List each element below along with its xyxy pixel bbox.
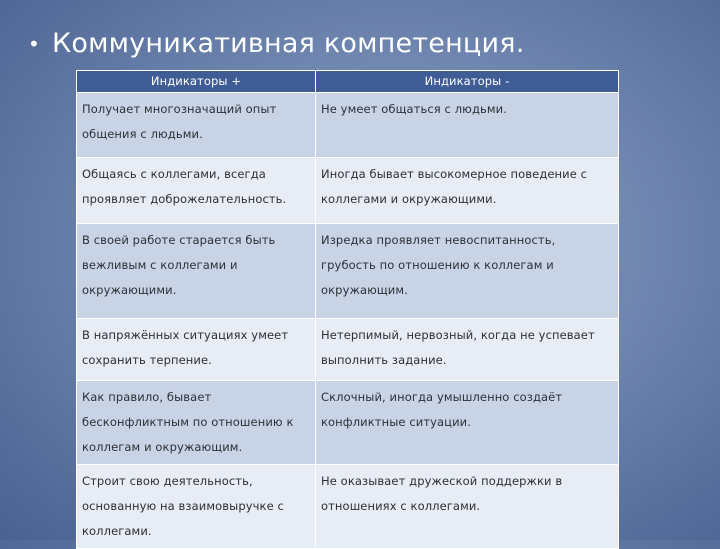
header-positive: Индикаторы + bbox=[77, 71, 316, 93]
title-text: Коммуникативная компетенция. bbox=[52, 28, 525, 59]
positive-cell: В своей работе старается быть вежливым с коллегами и окружающими. bbox=[77, 224, 316, 319]
slide-title bbox=[28, 28, 524, 59]
negative-cell: Нетерпимый, нервозный, когда не успевает выполнить задание. bbox=[316, 319, 619, 381]
negative-cell: Не умеет общаться с людьми. bbox=[316, 93, 619, 158]
indicators-table bbox=[76, 70, 619, 549]
header-negative: Индикаторы - bbox=[316, 71, 619, 93]
table-row bbox=[77, 158, 619, 224]
positive-cell: Как правило, бывает бесконфликтным по отношению к коллегам и окружающим. bbox=[77, 381, 316, 465]
header-row bbox=[77, 71, 619, 93]
positive-cell: В напряжённых ситуациях умеет сохранить терпение. bbox=[77, 319, 316, 381]
positive-cell: Строит свою деятельность, основанную на взаимовыручке с коллегами. bbox=[77, 465, 316, 549]
table-row bbox=[77, 224, 619, 319]
positive-cell: Получает многозначащий опыт общения с людьми. bbox=[77, 93, 316, 158]
negative-cell: Не оказывает дружеской поддержки в отношениях с коллегами. bbox=[316, 465, 619, 549]
bullet-icon: • bbox=[28, 31, 40, 56]
table-row bbox=[77, 93, 619, 158]
negative-cell: Склочный, иногда умышленно создаёт конфликтные ситуации. bbox=[316, 381, 619, 465]
table-row bbox=[77, 319, 619, 381]
positive-cell: Общаясь с коллегами, всегда проявляет доброжелательность. bbox=[77, 158, 316, 224]
negative-cell: Изредка проявляет невоспитанность, грубость по отношению к коллегам и окружающим. bbox=[316, 224, 619, 319]
negative-cell: Иногда бывает высокомерное поведение с коллегами и окружающими. bbox=[316, 158, 619, 224]
table-row bbox=[77, 465, 619, 549]
table-row bbox=[77, 381, 619, 465]
